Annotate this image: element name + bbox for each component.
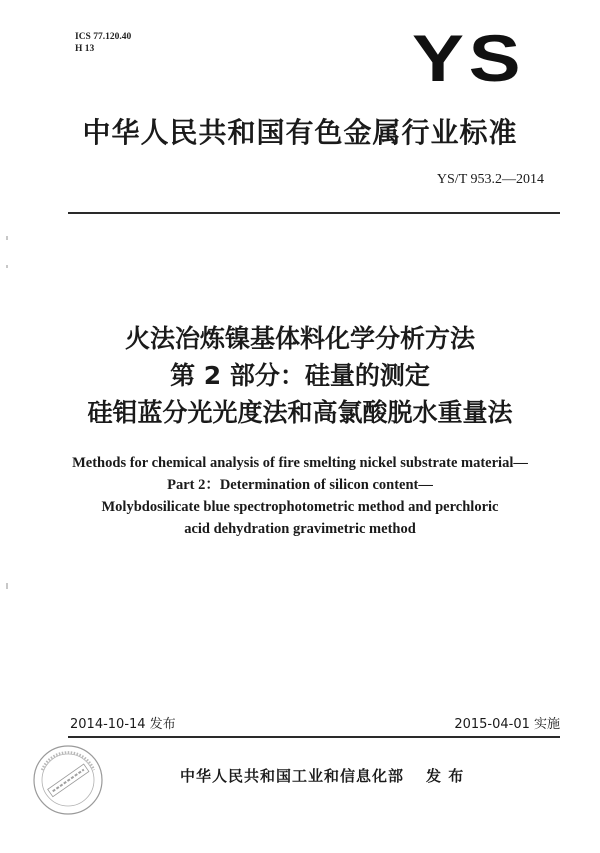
title-cn-line-3: 硅钼蓝分光光度法和高氯酸脱水重量法 [87, 398, 513, 427]
title-en-line-4: acid dehydration gravimetric method [184, 521, 416, 537]
title-en [0, 452, 600, 540]
scan-mark [6, 265, 8, 268]
standard-category-title: 中华人民共和国有色金属行业标准 [82, 116, 518, 149]
issue-date: 2014-10-14 发布 [70, 717, 176, 732]
title-cn-line-1: 火法冶炼镍基体料化学分析方法 [124, 324, 475, 353]
ccs-code: H 13 [75, 44, 95, 54]
title-cn-line-2: 第 2 部分：硅量的测定 [170, 361, 430, 390]
header-divider [68, 212, 560, 214]
standard-number: YS/T 953.2—2014 [436, 172, 544, 187]
classification-codes [75, 31, 131, 55]
publisher-name: 中华人民共和国工业和信息化部 [180, 767, 405, 785]
title-en-line-1: Methods for chemical analysis of fire smelting nickel substrate material— [72, 455, 528, 471]
publisher-line [180, 765, 464, 786]
implementation-date: 2015-04-01 实施 [454, 717, 560, 732]
stamp-icon [28, 740, 108, 820]
title-en-line-2: Part 2：Determination of silicon content— [167, 477, 433, 493]
title-en-line-3: Molybdosilicate blue spectrophotometric method and perchloric [101, 499, 499, 515]
scan-mark [6, 583, 8, 589]
publish-action: 发 布 [426, 767, 465, 785]
ys-logo: YS [412, 21, 526, 95]
footer-divider [68, 736, 560, 738]
ics-code: ICS 77.120.40 [75, 32, 132, 42]
scan-mark [6, 236, 8, 240]
